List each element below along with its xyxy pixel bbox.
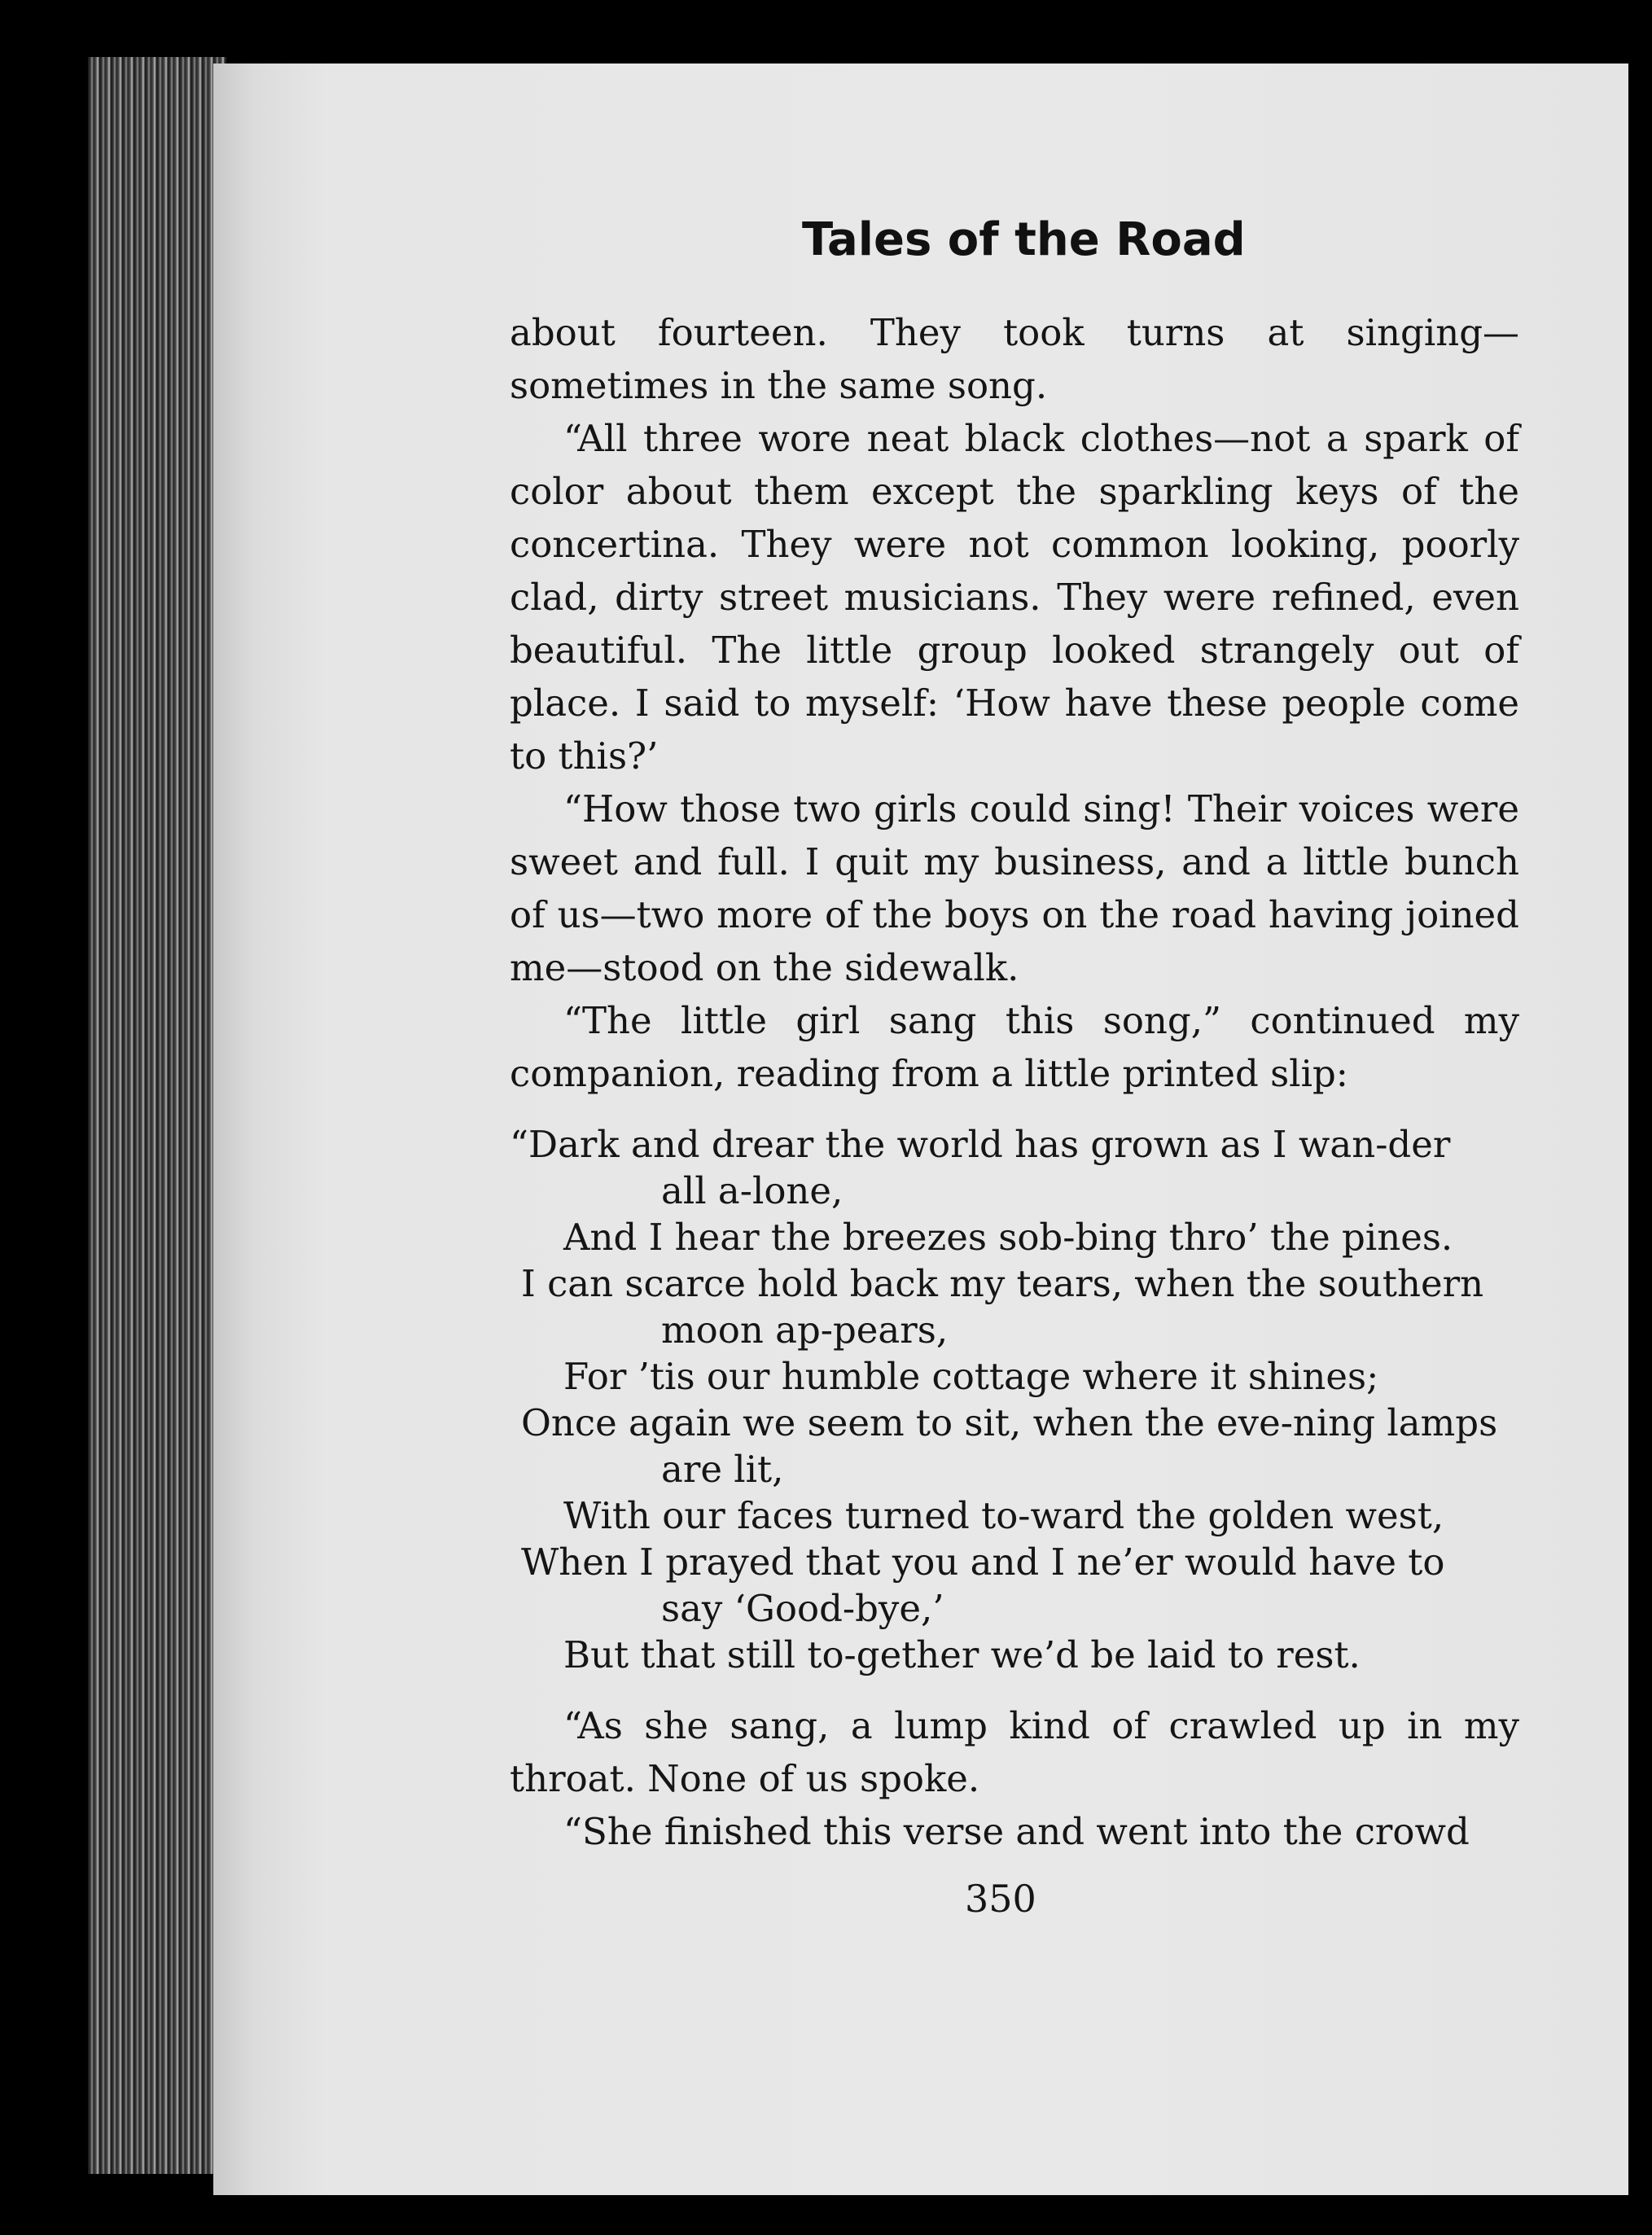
page-number: 350 xyxy=(965,1877,1036,1921)
song-line: I can scarce hold back my tears, when the southern xyxy=(521,1262,1484,1305)
paragraph-6: “She finished this verse and went into the crowd xyxy=(563,1810,1470,1853)
song-line: are lit, xyxy=(661,1448,784,1491)
song-line: But that still to-gether we’d be laid to rest. xyxy=(563,1633,1361,1676)
song-line: say ‘Good-bye,’ xyxy=(661,1587,944,1630)
song-line: For ’tis our humble cottage where it shines; xyxy=(563,1355,1379,1398)
song-verse xyxy=(510,1121,1519,1678)
paragraph-1: about fourteen. They took turns at singing—sometimes in the same song. xyxy=(510,311,1519,407)
running-header: Tales of the Road xyxy=(802,213,1246,266)
paragraph-5: “As she sang, a lump kind of crawled up in my throat. None of us spoke. xyxy=(510,1704,1519,1800)
song-line: And I hear the breezes sob-bing thro’ the pines. xyxy=(563,1216,1453,1259)
book-page-edges xyxy=(88,57,226,2174)
paragraph-4: “The little girl sang this song,” continued my companion, reading from a little printed slip: xyxy=(510,999,1519,1095)
song-line: all a-lone, xyxy=(661,1169,844,1212)
paragraph-2: “All three wore neat black clothes—not a spark of color about them except the sparkling keys of the concertina. They were not common looking, poorly clad, dirty street musicians. They were refined, even beautiful. The little group looked strangely out of place. I said to myself: ‘How have these people come to this?’ xyxy=(510,417,1519,778)
page-body xyxy=(510,306,1519,1858)
song-line: “Dark and drear the world has grown as I wan-der xyxy=(510,1123,1451,1166)
paragraph-3: “How those two girls could sing! Their voices were sweet and full. I quit my business, and a little bunch of us—two more of the boys on the road having joined me—stood on the sidewalk. xyxy=(510,787,1519,989)
song-line: Once again we seem to sit, when the eve-ning lamps xyxy=(521,1401,1498,1444)
song-line: With our faces turned to-ward the golden west, xyxy=(563,1494,1444,1537)
song-line: moon ap-pears, xyxy=(661,1308,949,1352)
song-line: When I prayed that you and I ne’er would have to xyxy=(521,1540,1445,1584)
